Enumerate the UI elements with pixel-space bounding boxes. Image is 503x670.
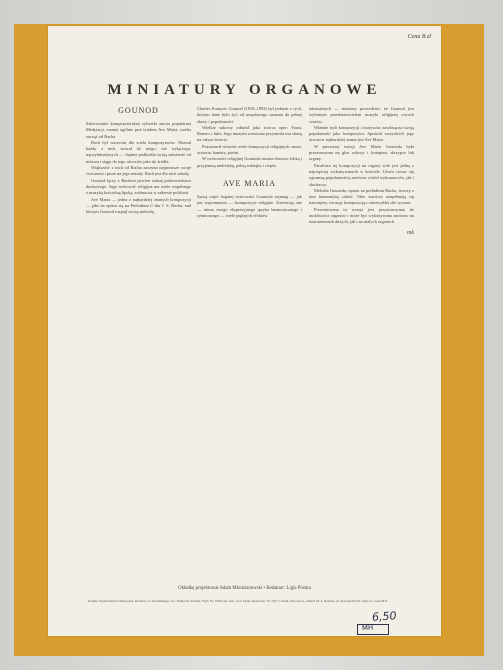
column-1-paragraph: Ave Maria — jedna z najbardziej znanych kompozycji — jako że opiera się na Preludium C-dur J. S. Bacha, nad którym Gounod rozpiął swoją melodię. xyxy=(86,196,191,215)
column-3-paragraph: Właśnie tych kompozycji i motywów zawdzięcza swoją popularność jako kompozytor. Spośród wszystkich jego utworów najbardziej znana jest Ave Maria. xyxy=(309,124,414,143)
column-1-paragraph: Gounod łączy z Bachem pewien rodzaj pokrewieństwa duchowego. Jego twórczość religijna ma wiele wspólnego z muzyką kościelną lipską, zwłaszcza w zakresie polifonii. xyxy=(86,177,191,196)
column-1-body xyxy=(86,121,191,215)
column-2-paragraph: W twórczości religijnej Gounoda można dostrzec lekką i przyjemną melodykę, pełną wdzięku i ciepła. xyxy=(197,156,302,168)
column-2 xyxy=(197,106,302,219)
column-3-paragraph: tekstualnych — możemy powiedzieć, że Gounod jest wybitnym przedstawicielem muzyki religijnej swoich czasów. xyxy=(309,106,414,124)
handwritten-note: MH xyxy=(361,623,374,633)
price-code: Cena B zł xyxy=(407,34,431,40)
column-1-paragraph: Bach był wzorcem dla wielu kompozytorów. Niemal każdy z nich wracał do niego, nie wyłączając najwybitniejszych — chętnie podkreśla swoją zależność od mistrza i sięga do jego utworów jako do źródła. xyxy=(86,139,191,164)
column-3-paragraph: Prezentowana tu wersja jest przystosowana do możliwości organów i może być wykonywana zarówno na instrumentach dużych, jak i na małych organach. xyxy=(309,206,414,225)
section-title-gounod: GOUNOD xyxy=(118,106,159,115)
handwritten-price: 6,50 xyxy=(371,609,397,624)
page-title: MINIATURY ORGANOWE xyxy=(107,82,382,98)
column-3-body xyxy=(309,106,414,226)
section-title-ave-maria: AVE MARIA xyxy=(222,178,277,188)
signature: mk xyxy=(407,229,414,236)
column-3-paragraph: Parafraza tej kompozycji na organy solo jest jedną z najczęściej wykonywanych w kościele. Utwór cieszy się ogromną popularnością zarówno wśród wykonawców, jak i słuchaczy. xyxy=(309,162,414,187)
column-3 xyxy=(309,106,414,236)
column-3-paragraph: W pierwszej wersji Ave Maria Gounoda była przeznaczona na głos solowy i fortepian, skrzypce lub organy. xyxy=(309,143,414,162)
column-2-body xyxy=(197,106,302,169)
column-1-paragraph: Szkicowanie kompozytorskiej sylwetki autora popularnej Medytacji, znanej ogólnie pod tytułem Ave Maria, trzeba zacząć od Bacha. xyxy=(86,121,191,139)
cover-credit: Okładkę projektował Adam Młodzianowski • Redaktor: Ligia Pórska xyxy=(178,586,311,591)
column-2-paragraph: Pozostawił również wiele kompozycji religijnych: msze, oratoria, kantaty, pieśni. xyxy=(197,143,302,156)
column-1-paragraph: Większość z nich od Bacha zaczyna najprostsze swoje ćwiczenia i pisze na jego tematy. Bach jest dla nich szkołą. xyxy=(86,165,191,177)
imprint-text: Polskie Wydawnictwo Muzyczne, Kraków, al. Krasińskiego 11a. Printed in Poland. Wyd. IV. 1000 egz. Ark. wyd. Druk ukończono IV 1977 r. Druk. Narodowa, Zakład Nr 3, Kraków, ul. Kościuszki 50. Zam. nr. Cena B zł xyxy=(88,599,388,603)
document-page xyxy=(48,26,441,636)
column-2-ave-body xyxy=(197,194,302,219)
column-3-paragraph: Melodia Gounoda, oparta na preludium Bacha, tworzy z nim harmonijną całość. Obie warstwy uzupełniają się nawzajem, tworząc kompozycję o niezwykłej sile wyrazu. xyxy=(309,187,414,206)
column-2-paragraph: Wielkie sukcesy odniósł jako twórca oper: Faust, Romeo i Julia. Jego muzyka sceniczna przyniosła mu sławę na całym świecie. xyxy=(197,124,302,143)
ave-maria-paragraph: Sporą część bogatej twórczości Gounoda zajmują — jak już wspomniano — kompozycje religijne. Zawierają one — mimo swego ekspresyjnego języka harmonicznego i rytmicznego — wiele pięknych efektów. xyxy=(197,193,302,218)
column-1 xyxy=(86,106,191,215)
column-2-paragraph: Charles François Gounod (1818–1893) był jednym z tych, którym dane było żyć od urzędowego uznania do pełnej sławy i popularności. xyxy=(197,106,302,124)
